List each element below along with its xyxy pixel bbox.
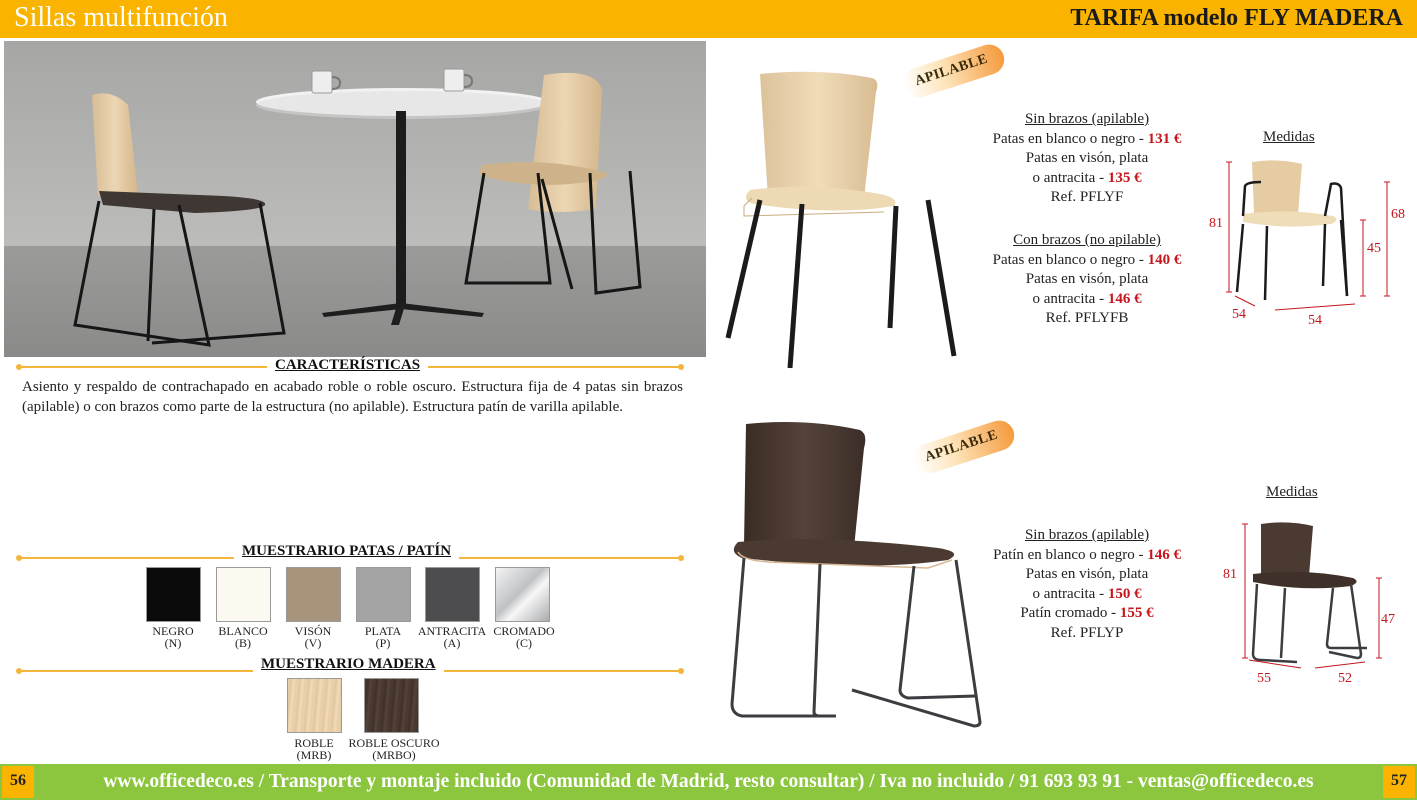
swatch-label: CROMADO (C) [493, 624, 555, 650]
page-number-left: 56 [2, 766, 34, 798]
swatch-roble-oscuro [364, 678, 419, 733]
muestrario-patas-title: MUESTRARIO PATAS / PATÍN [234, 543, 459, 560]
page-title: TARIFA modelo FLY MADERA [1070, 5, 1403, 31]
dimension-drawing-armchair [1205, 150, 1415, 330]
swatch-label: ANTRACITA (A) [417, 624, 487, 650]
price-block-patin: Sin brazos (apilable) Patín en blanco o negro - 146 € Patas en visón, plata o antracita - 150 € Patín cromado - 155 € Ref. PFLYP [993, 527, 1181, 641]
rule-dot [678, 364, 684, 370]
page-number-right: 57 [1383, 766, 1415, 798]
price-block-sin-brazos: Sin brazos (apilable) Patas en blanco o negro - 131 € Patas en visón, plata o antracita - 135 € Ref. PFLYF [992, 111, 1182, 205]
section-title: Sillas multifunción [14, 2, 228, 33]
price-block-con-brazos: Con brazos (no apilable) Patas en blanco o negro - 140 € Patas en visón, plata o antracita - 146 € Ref. PFLYFB [992, 232, 1182, 326]
dim-depth: 54 [1232, 307, 1246, 322]
rule-dot [678, 668, 684, 674]
swatch-label: NEGRO (N) [152, 624, 194, 650]
dim-arm-height: 68 [1391, 207, 1405, 222]
swatch-label: BLANCO (B) [218, 624, 268, 650]
apilable-badge: APILABLE [910, 417, 1018, 478]
swatch-cromado [495, 567, 550, 622]
hero-photo [4, 41, 706, 357]
caracteristicas-title: CARACTERÍSTICAS [267, 357, 428, 374]
dim-depth: 55 [1257, 671, 1271, 686]
caracteristicas-text: Asiento y respaldo de contrachapado en acabado roble o roble oscuro. Estructura fija de 4 patas sin brazos (apilable) o con brazos como parte de la estructura (no apilable). Estructura patín de varilla apilable. [22, 379, 683, 415]
product-image-oak-chair [720, 62, 980, 372]
dim-width: 54 [1308, 313, 1322, 328]
swatch-label: VISÓN (V) [294, 624, 332, 650]
dimension-drawing-sled-chair [1215, 512, 1415, 687]
swatch-label: ROBLE OSCURO (MRBO) [348, 736, 440, 762]
swatch-blanco [216, 567, 271, 622]
dim-seat-height: 47 [1381, 612, 1395, 627]
footer-text: www.officedeco.es / Transporte y montaje incluido (Comunidad de Madrid, resto consultar) / Iva no incluido / 91 693 93 91 - ventas@officedeco.es [103, 771, 1314, 792]
dim-height: 81 [1223, 567, 1237, 582]
swatch-negro [146, 567, 201, 622]
rule-dot [678, 555, 684, 561]
apilable-badge: APILABLE [900, 41, 1008, 102]
swatch-label: PLATA (P) [364, 624, 402, 650]
medidas-label: Medidas [1263, 129, 1315, 145]
swatch-antracita [425, 567, 480, 622]
swatch-vison [286, 567, 341, 622]
swatch-roble [287, 678, 342, 733]
swatch-label: ROBLE (MRB) [294, 736, 334, 762]
medidas-label: Medidas [1266, 484, 1318, 500]
dim-width: 52 [1338, 671, 1352, 686]
dim-height: 81 [1209, 216, 1223, 231]
swatch-plata [356, 567, 411, 622]
dim-seat-height: 45 [1367, 241, 1381, 256]
muestrario-madera-title: MUESTRARIO MADERA [253, 656, 444, 673]
